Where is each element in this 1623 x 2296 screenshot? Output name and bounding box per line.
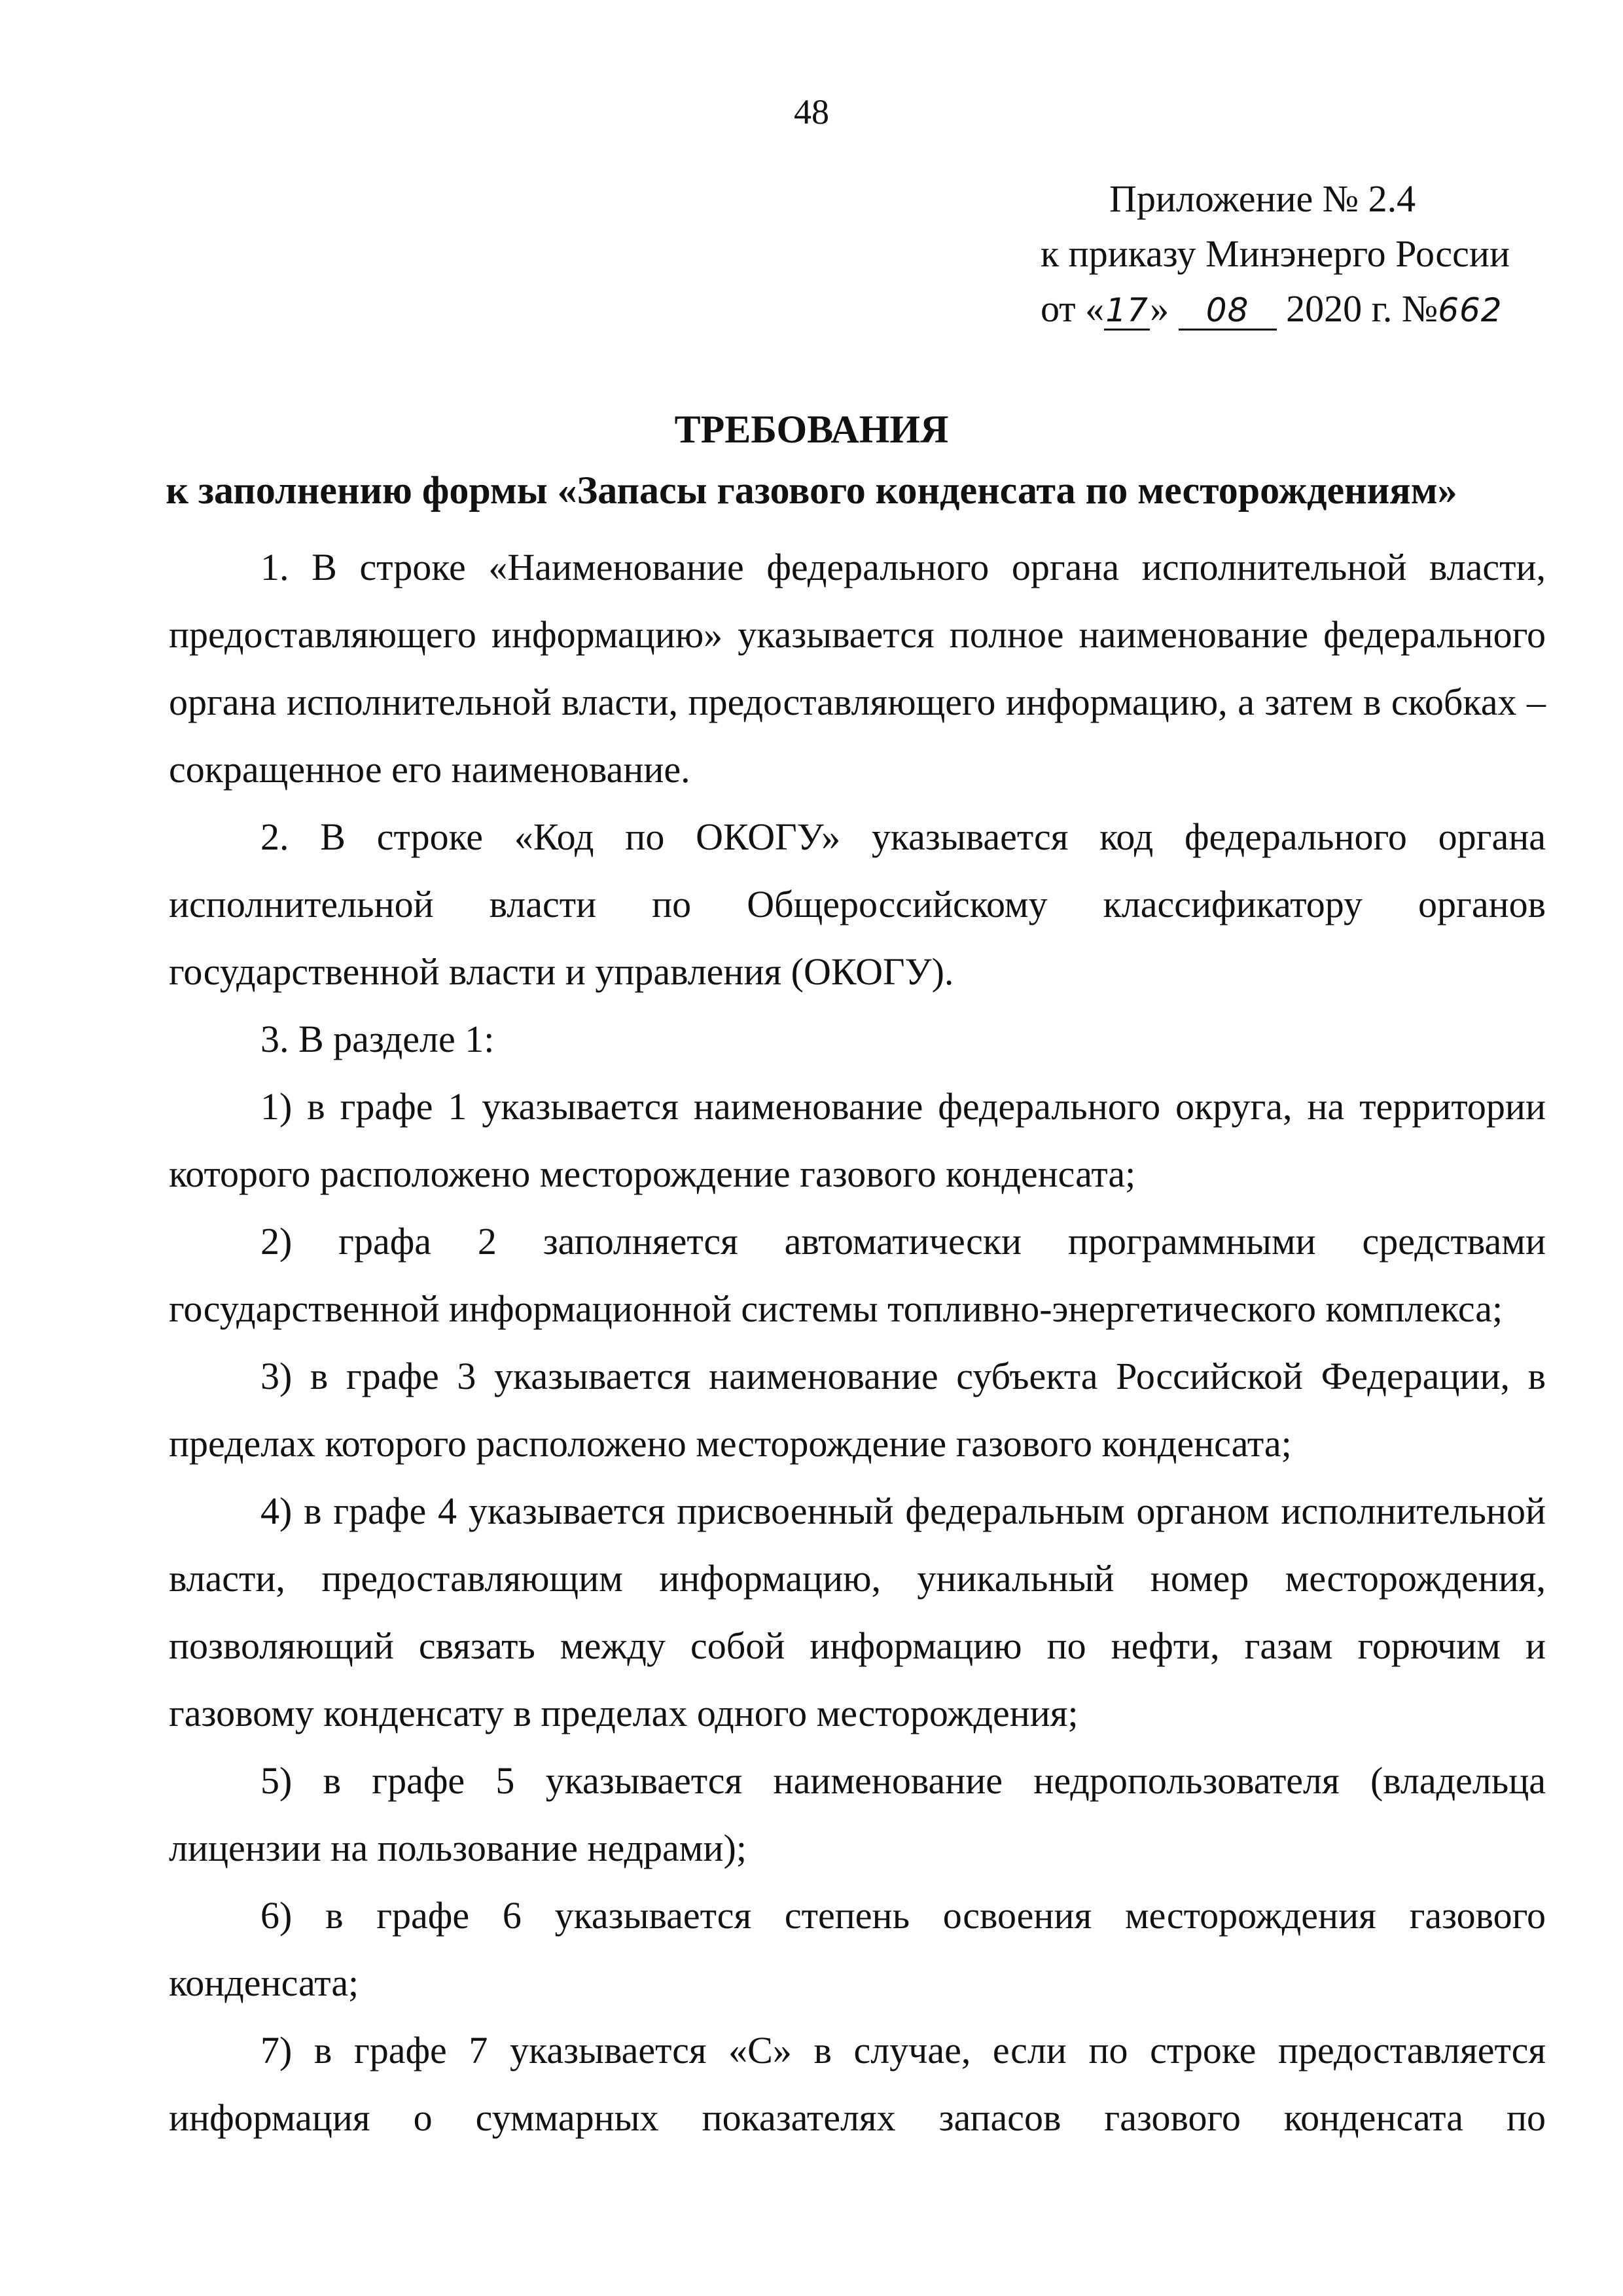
appendix-block xyxy=(1041,171,1516,336)
date-day-handwritten: 17 xyxy=(1104,293,1150,331)
paragraph: 2) графа 2 заполняется автоматически программными средствами государственной информационной системы топливно-энергетического комплекса; xyxy=(169,1220,1546,1330)
title-heading: ТРЕБОВАНИЯ xyxy=(674,408,949,451)
date-year: 2020 г. № xyxy=(1276,287,1438,331)
paragraph: 4) в графе 4 указывается присвоенный федеральным органом исполнительной власти, предоставляющим информацию, уникальный номер месторождения, позволяющий связать между собой информацию по нефти, газам горючим и газовому конденсату в пределах одного месторождения; xyxy=(169,1490,1546,1734)
date-month-handwritten: 08 xyxy=(1179,293,1277,331)
order-number-handwritten: 662 xyxy=(1438,291,1503,330)
page-number: 48 xyxy=(794,92,829,132)
paragraph: 5) в графе 5 указывается наименование недропользователя (владельца лицензии на пользование недрами); xyxy=(169,1759,1546,1869)
date-mid: » xyxy=(1150,287,1179,331)
appendix-title: Приложение № 2.4 xyxy=(1109,177,1416,220)
paragraph: 1. В строке «Наименование федерального органа исполнительной власти, предоставляющего информацию» указывается полное наименование федерального органа исполнительной власти, предоставляющего информацию, а затем в скобках – сокращенное его наименование. xyxy=(169,546,1546,791)
document-body xyxy=(169,533,1546,2151)
paragraph: 7) в графе 7 указывается «С» в случае, если по строке предоставляется информация о суммарных показателях запасов газового конденсата по xyxy=(169,2029,1546,2139)
date-prefix: от « xyxy=(1041,287,1105,331)
paragraph: 1) в графе 1 указывается наименование федерального округа, на территории которого расположено месторождение газового конденсата; xyxy=(169,1085,1546,1195)
title-subheading: к заполнению формы «Запасы газового конденсата по месторождениям» xyxy=(166,469,1457,512)
appendix-date-line xyxy=(1041,281,1516,336)
paragraph: 2. В строке «Код по ОКОГУ» указывается код федерального органа исполнительной власти по Общероссийскому классификатору органов государственной власти и управления (ОКОГУ). xyxy=(169,816,1546,993)
paragraph: 3. В разделе 1: xyxy=(260,1018,495,1060)
paragraph: 3) в графе 3 указывается наименование субъекта Российской Федерации, в пределах которого расположено месторождение газового конденсата; xyxy=(169,1355,1546,1465)
appendix-order-reference: к приказу Минэнерго России xyxy=(1041,232,1510,276)
paragraph: 6) в графе 6 указывается степень освоения месторождения газового конденсата; xyxy=(169,1894,1546,2004)
document-title xyxy=(0,399,1623,521)
